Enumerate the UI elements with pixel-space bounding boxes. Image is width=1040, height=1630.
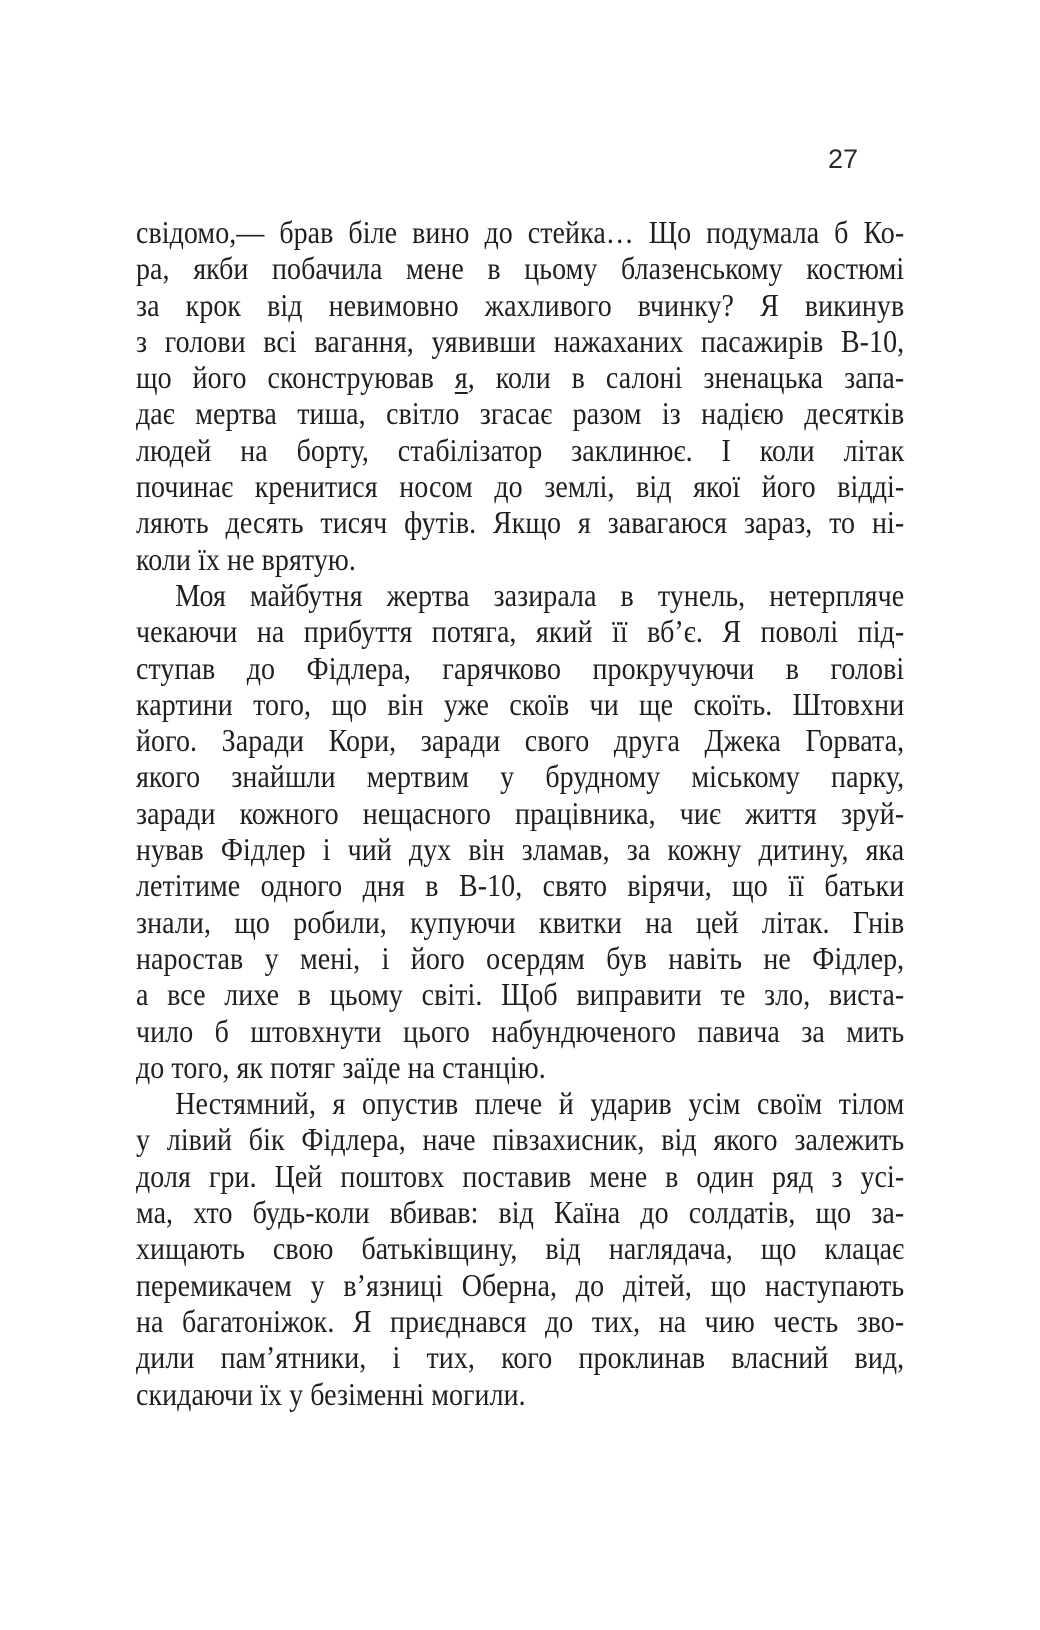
paragraph-3 bbox=[136, 1085, 1016, 1412]
underlined-word: я bbox=[454, 359, 468, 396]
text-line: його. Заради Кори, заради свого друга Джека Горвата, bbox=[136, 722, 905, 759]
text-segment: , коли в салоні зненацька запа- bbox=[467, 359, 905, 396]
text-line: знали, що робили, купуючи квитки на цей літак. Гнів bbox=[136, 903, 905, 940]
text-line: людей на борту, стабілізатор заклинює. І коли літак bbox=[136, 431, 905, 468]
text-line: чекаючи на прибуття потяга, який її вб’є. Я поволі під- bbox=[136, 613, 905, 650]
text-line: перемикачем у в’язниці Оберна, до дітей, що наступають bbox=[136, 1266, 905, 1303]
text-line: заради кожного нещасного працівника, чиє життя зруй- bbox=[136, 794, 905, 831]
text-line: дили пам’ятники, і тих, кого проклинав власний вид, bbox=[136, 1339, 905, 1376]
text-line: починає кренитися носом до землі, від якої його відді- bbox=[136, 468, 905, 505]
text-line: Моя майбутня жертва зазирала в тунель, нетерпляче bbox=[175, 576, 905, 613]
text-line: нував Фідлер і чий дух він зламав, за кожну дитину, яка bbox=[136, 831, 905, 868]
page-number: 27 bbox=[827, 144, 858, 174]
text-line: за крок від невимовно жахливого вчинку? Я викинув bbox=[136, 286, 905, 323]
text-line: свідомо,— брав біле вино до стейка… Що подумала б Ко- bbox=[136, 214, 905, 250]
text-line: ляють десять тисяч футів. Якщо я завагаюся зараз, то ні- bbox=[136, 504, 905, 541]
text-line: скидаючи їх у безіменні могили. bbox=[136, 1375, 526, 1412]
text-line: ма, хто будь-коли вбивав: від Каїна до солдатів, що за- bbox=[136, 1194, 905, 1231]
text-line: до того, як потяг заїде на станцію. bbox=[136, 1048, 546, 1085]
text-line: ступав до Фідлера, гарячково прокручуючи в голові bbox=[136, 649, 905, 686]
text-line: а все лихе в цьому світі. Щоб виправити те зло, виста- bbox=[136, 976, 905, 1013]
text-line: картини того, що він уже скоїв чи ще скоїть. Штовхни bbox=[136, 685, 905, 722]
text-line: ра, якби побачила мене в цьому блазенському костюмі bbox=[136, 250, 905, 287]
text-line: дає мертва тиша, світло згасає разом із надією десятків bbox=[136, 395, 905, 432]
text-line: летітиме одного дня в В-10, свято вірячи, що її батьки bbox=[136, 867, 905, 904]
text-line: у лівий бік Фідлера, наче півзахисник, від якого залежить bbox=[136, 1121, 905, 1158]
text-line bbox=[136, 359, 904, 395]
paragraph-1 bbox=[136, 214, 1016, 577]
paragraph-2 bbox=[136, 577, 1016, 1085]
text-line: на багатоніжок. Я приєднався до тих, на чию честь зво- bbox=[136, 1302, 905, 1339]
text-line: доля гри. Цей поштовх поставив мене в один ряд з усі- bbox=[136, 1157, 905, 1194]
text-line: хищають свою батьківщину, від наглядача, що клацає bbox=[136, 1230, 905, 1267]
text-line: з голови всі вагання, уявивши нажаханих пасажирів В-10, bbox=[136, 322, 905, 359]
text-line: коли їх не врятую. bbox=[136, 540, 356, 577]
text-line: чило б штовхнути цього набундюченого павича за мить bbox=[136, 1012, 905, 1049]
body-text bbox=[136, 214, 1016, 1412]
text-line: якого знайшли мертвим у брудному міському парку, bbox=[136, 758, 905, 795]
text-line: наростав у мені, і його осердям був навіть не Фідлер, bbox=[136, 939, 905, 976]
text-segment: що його сконструював bbox=[136, 359, 455, 396]
text-line: Нестямний, я опустив плече й ударив усім своїм тілом bbox=[175, 1085, 905, 1122]
